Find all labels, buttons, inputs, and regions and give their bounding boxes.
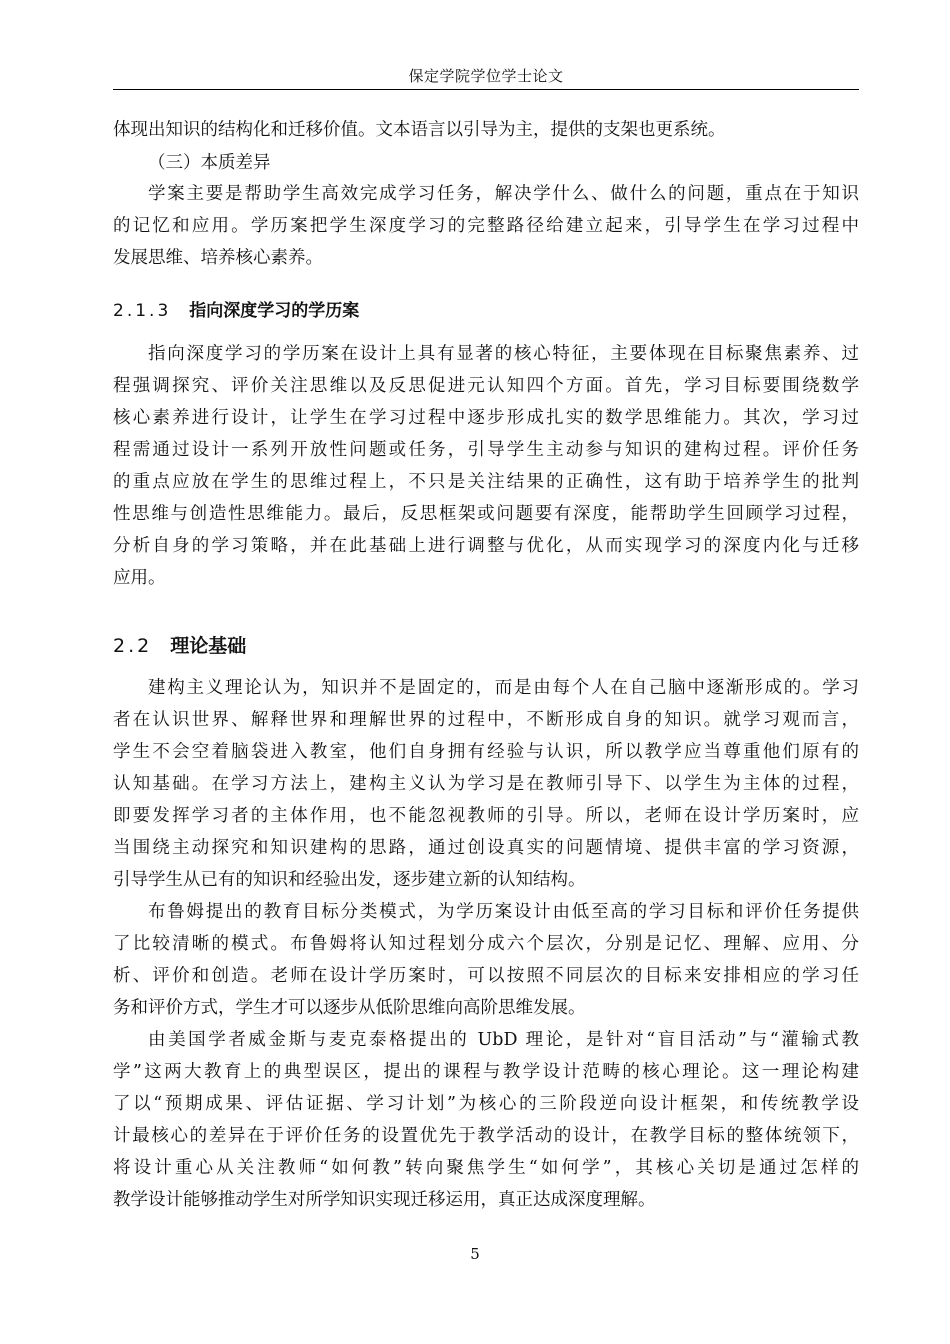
body-line: 建构主义理论认为，知识并不是固定的，而是由每个人在自己脑中逐渐形成的。学习 <box>148 678 859 698</box>
section-heading-2-2 <box>113 633 246 659</box>
body-line: 体现出知识的结构化和迁移价值。文本语言以引导为主，提供的支架也更系统。 <box>113 120 726 140</box>
body-line: 者在认识世界、解释世界和理解世界的过程中，不断形成自身的知识。就学习观而言， <box>113 710 859 730</box>
body-line: 发展思维、培养核心素养。 <box>113 248 323 268</box>
body-line: 应用。 <box>113 568 166 588</box>
body-line: 学”这两大教育上的典型误区，提出的课程与教学设计范畴的核心理论。这一理论构建 <box>113 1062 859 1082</box>
body-line: 将设计重心从关注教师“如何教”转向聚焦学生“如何学”，其核心关切是通过怎样的 <box>113 1158 859 1178</box>
body-line: 当围绕主动探究和知识建构的思路，通过创设真实的问题情境、提供丰富的学习资源， <box>113 838 859 858</box>
body-line: 核心素养进行设计，让学生在学习过程中逐步形成扎实的数学思维能力。其次，学习过 <box>113 408 859 428</box>
body-line: 教学设计能够推动学生对所学知识实现迁移运用，真正达成深度理解。 <box>113 1190 656 1210</box>
section-heading-2-1-3 <box>113 299 359 323</box>
section-title: 理论基础 <box>170 635 247 657</box>
body-line: 布鲁姆提出的教育目标分类模式，为学历案设计由低至高的学习目标和评价任务提供 <box>148 902 859 922</box>
section-number: 2.1.3 <box>113 301 172 321</box>
section-title: 指向深度学习的学历案 <box>189 301 360 321</box>
body-line: 了比较清晰的模式。布鲁姆将认知过程划分成六个层次，分别是记忆、理解、应用、分 <box>113 934 859 954</box>
body-line: 析、评价和创造。老师在设计学历案时，可以按照不同层次的目标来安排相应的学习任 <box>113 966 859 986</box>
body-line: 了以“预期成果、评估证据、学习计划”为核心的三阶段逆向设计框架，和传统教学设 <box>113 1094 859 1114</box>
body-line: 即要发挥学习者的主体作用，也不能忽视教师的引导。所以，老师在设计学历案时，应 <box>113 806 859 826</box>
body-line: 分析自身的学习策略，并在此基础上进行调整与优化，从而实现学习的深度内化与迁移 <box>113 536 859 556</box>
subsection-heading-essential-difference: （三）本质差异 <box>148 153 271 173</box>
body-line: 程强调探究、评价关注思维以及反思促进元认知四个方面。首先，学习目标要围绕数学 <box>113 376 859 396</box>
body-line: 引导学生从已有的知识和经验出发，逐步建立新的认知结构。 <box>113 870 586 890</box>
body-line: 的重点应放在学生的思维过程上，不只是关注结果的正确性，这有助于培养学生的批判 <box>113 472 859 492</box>
body-line: 学案主要是帮助学生高效完成学习任务，解决学什么、做什么的问题，重点在于知识 <box>148 184 859 204</box>
header-divider <box>113 89 859 90</box>
body-line: 的记忆和应用。学历案把学生深度学习的完整路径给建立起来，引导学生在学习过程中 <box>113 216 859 236</box>
page-number: 5 <box>470 1245 480 1263</box>
body-line: 由美国学者威金斯与麦克泰格提出的 UbD 理论，是针对“盲目活动”与“灌输式教 <box>148 1030 859 1050</box>
section-number: 2.2 <box>113 635 153 657</box>
body-line: 学生不会空着脑袋进入教室，他们自身拥有经验与认识，所以教学应当尊重他们原有的 <box>113 742 859 762</box>
body-line: 指向深度学习的学历案在设计上具有显著的核心特征，主要体现在目标聚焦素养、过 <box>148 344 859 364</box>
body-line: 认知基础。在学习方法上，建构主义认为学习是在教师引导下、以学生为主体的过程， <box>113 774 859 794</box>
body-line: 性思维与创造性思维能力。最后，反思框架或问题要有深度，能帮助学生回顾学习过程， <box>113 504 859 524</box>
body-line: 程需通过设计一系列开放性问题或任务，引导学生主动参与知识的建构过程。评价任务 <box>113 440 859 460</box>
body-line: 务和评价方式，学生才可以逐步从低阶思维向高阶思维发展。 <box>113 998 586 1018</box>
body-line: 计最核心的差异在于评价任务的设置优先于教学活动的设计，在教学目标的整体统领下， <box>113 1126 859 1146</box>
page-header-title: 保定学院学位学士论文 <box>408 67 564 85</box>
